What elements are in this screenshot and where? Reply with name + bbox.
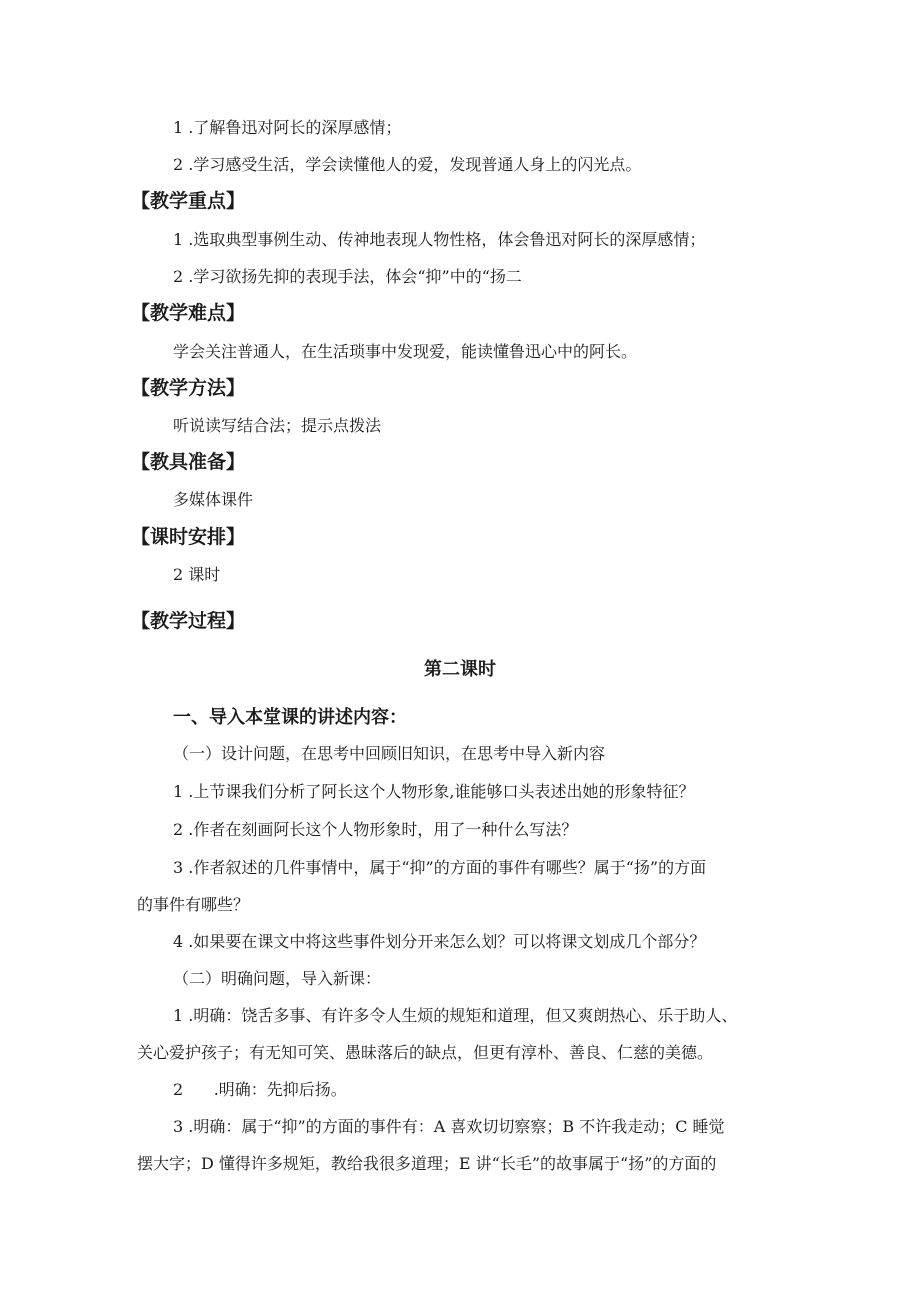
methods-text: 听说读写结合法；提示点拨法 [173, 416, 382, 435]
question-1: 1 .上节课我们分析了阿长这个人物形象,谁能够口头表述出她的形象特征？ [173, 782, 695, 801]
question-4: 4 .如果要在课文中将这些事件划分开来怎么划？可以将课文划成几个部分？ [173, 932, 706, 951]
schedule-heading: 【课时安排】 [131, 526, 246, 548]
answer-1-line-2: 关心爱护孩子；有无知可笑、愚昧落后的缺点，但更有淳朴、善良、仁慈的美德。 [137, 1043, 714, 1062]
answer-3-line-1: 3 .明确：属于“抑”的方面的事件有：A 喜欢切切察察；B 不许我走动；C 睡觉 [173, 1117, 725, 1136]
goal-item-2: 2 .学习感受生活，学会读懂他人的爱，发现普通人身上的闪光点。 [173, 155, 642, 174]
key-points-heading: 【教学重点】 [131, 190, 246, 212]
subsection-2-title: （二）明确问题，导入新课： [173, 969, 382, 988]
key-point-item-1: 1 .选取典型事例生动、传神地表现人物性格，体会鲁迅对阿长的深厚感情； [173, 230, 706, 249]
key-point-item-2: 2 .学习欲扬先抑的表现手法，体会“抑”中的“扬二 [173, 267, 522, 286]
process-heading: 【教学过程】 [131, 610, 246, 632]
difficulties-heading: 【教学难点】 [131, 302, 246, 324]
section-1-title: 一、导入本堂课的讲述内容： [173, 707, 407, 728]
tools-heading: 【教具准备】 [131, 451, 246, 473]
methods-heading: 【教学方法】 [131, 377, 246, 399]
question-2: 2 .作者在刻画阿长这个人物形象时，用了一种什么写法？ [173, 820, 578, 839]
question-3-line-1: 3 .作者叙述的几件事情中，属于“抑”的方面的事件有哪些？属于“扬”的方面 [173, 858, 707, 877]
subsection-1-title: （一）设计问题，在思考中回顾旧知识，在思考中导入新内容 [173, 744, 606, 763]
lesson-title: 第二课时 [424, 659, 496, 680]
schedule-text: 2 课时 [173, 565, 221, 584]
question-3-line-2: 的事件有哪些？ [137, 895, 250, 914]
answer-1-line-1: 1 .明确：饶舌多事、有许多令人生烦的规矩和道理，但又爽朗热心、乐于助人、 [173, 1006, 738, 1025]
tools-text: 多媒体课件 [173, 490, 254, 509]
goal-item-1: 1 .了解鲁迅对阿长的深厚感情； [173, 118, 402, 137]
difficulties-text: 学会关注普通人，在生活琐事中发现爱，能读懂鲁迅心中的阿长。 [173, 342, 638, 361]
answer-3-line-2: 摆大字；D 懂得许多规矩，教给我很多道理；E 讲“长毛”的故事属于“扬”的方面的 [137, 1154, 717, 1173]
answer-2: 2 .明确：先抑后扬。 [173, 1080, 347, 1099]
